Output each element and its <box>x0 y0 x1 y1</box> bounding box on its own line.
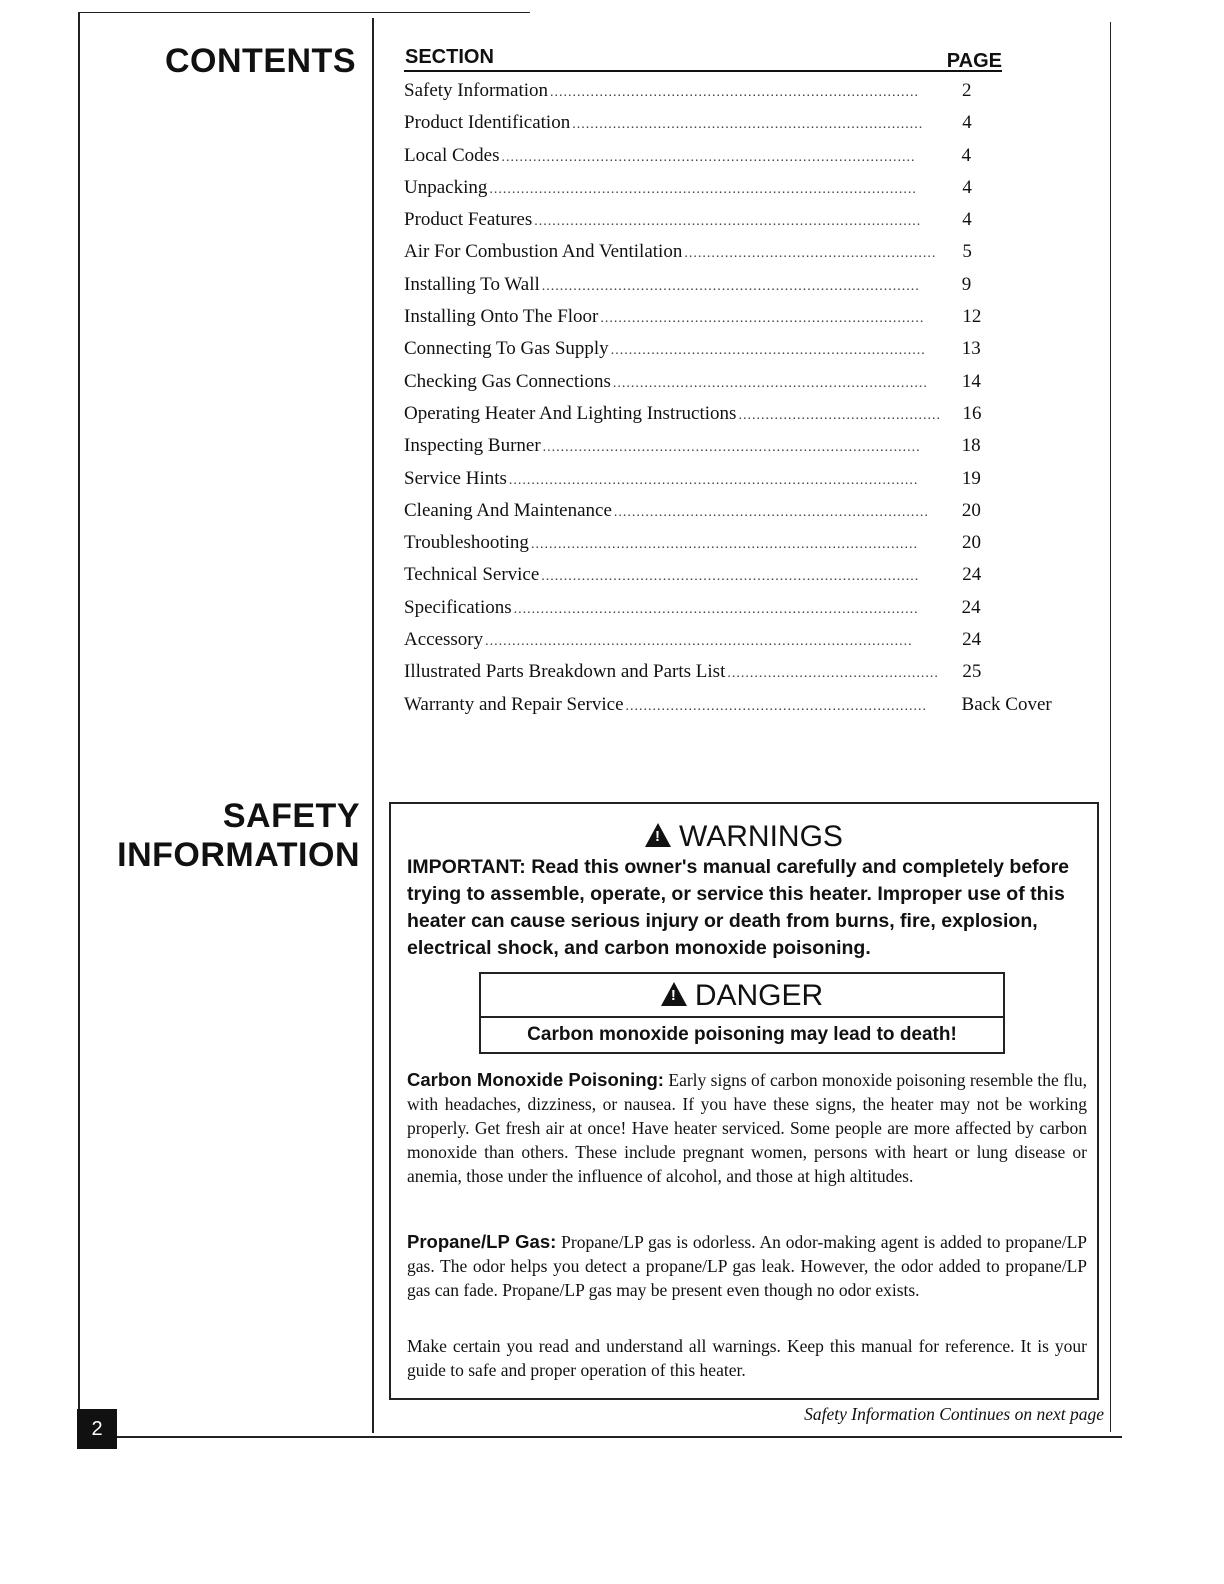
toc-entry-page: 4 <box>962 176 972 198</box>
bottom-rule <box>80 1436 1122 1438</box>
column-divider <box>372 18 374 1433</box>
toc-leader-dots: ...................................................................... <box>610 343 926 359</box>
toc-entry-title: Technical Service <box>404 564 540 586</box>
toc-entry-title: Product Features <box>404 209 533 231</box>
toc-entry-title: Installing Onto The Floor <box>404 306 599 328</box>
toc-leader-dots: .................................................................................... <box>541 569 920 585</box>
toc-entry-page: 4 <box>962 112 972 134</box>
toc-entry-page: 9 <box>961 273 972 295</box>
toc-entry[interactable] <box>404 401 1068 433</box>
toc-page-label: PAGE <box>946 50 1002 72</box>
toc-entry[interactable] <box>404 466 1068 498</box>
toc-entry-page: 24 <box>962 564 982 586</box>
toc-entry[interactable] <box>404 304 1068 336</box>
toc-leader-dots: .............................................................................. <box>572 117 924 133</box>
warnings-title: WARNINGS <box>679 820 843 853</box>
toc-leader-dots: .................................................................................. <box>550 85 920 100</box>
left-margin-rule <box>78 12 80 1437</box>
toc-entry[interactable] <box>404 498 1068 530</box>
toc-entry-title: Safety Information <box>404 80 549 101</box>
propane-text: Propane/LP gas is odorless. An odor-making agent is added to propane/LP gas. The odor helps you detect a propane/LP gas leak. However, the odor added to propane/LP gas can fade. Propane/LP gas may be present even though no odor exists. <box>407 1232 1087 1300</box>
toc-entry[interactable] <box>404 78 1068 110</box>
toc-entry-page: 18 <box>961 435 981 457</box>
toc-entry-title: Installing To Wall <box>404 273 540 295</box>
toc-entry-title: Inspecting Burner <box>404 435 541 457</box>
toc-entry[interactable] <box>404 595 1068 627</box>
toc-entry-title: Air For Combustion And Ventilation <box>404 241 683 263</box>
toc-entry-page: Back Cover <box>961 693 1052 715</box>
warnings-box <box>389 802 1099 1400</box>
toc-section-label: SECTION <box>405 46 494 68</box>
toc-entry-title: Specifications <box>404 596 512 618</box>
toc-entry-title: Accessory <box>404 629 484 651</box>
toc-entry[interactable] <box>404 659 1068 691</box>
toc-leader-dots: .................................................................................... <box>542 440 921 456</box>
toc-header <box>404 44 1002 72</box>
right-margin-rule <box>1110 22 1111 1432</box>
toc-entry-title: Checking Gas Connections <box>404 370 611 392</box>
toc-leader-dots: .......................................................................................... <box>513 601 919 617</box>
toc-entry-page: 4 <box>961 144 972 166</box>
toc-entry-title: Warranty and Repair Service <box>404 693 624 715</box>
toc-entry-page: 12 <box>962 306 982 328</box>
continues-note: Safety Information Continues on next page <box>804 1404 1104 1424</box>
toc-leader-dots: .................................................................................... <box>541 278 920 294</box>
toc-leader-dots: ...................................................................................... <box>530 537 918 553</box>
toc-entry[interactable] <box>404 369 1068 401</box>
toc-entry-page: 20 <box>961 499 981 521</box>
toc-entry-title: Service Hints <box>404 467 507 489</box>
toc-leader-dots: ........................................................................ <box>600 311 925 327</box>
toc-entry-page: 24 <box>961 596 981 618</box>
toc-entry-title: Cleaning And Maintenance <box>404 499 612 521</box>
toc-entry[interactable] <box>404 207 1068 239</box>
top-rule <box>80 12 530 13</box>
toc-entry-page: 13 <box>961 338 981 360</box>
toc-entry-title: Operating Heater And Lighting Instructions <box>404 402 737 424</box>
toc-entry[interactable] <box>404 336 1068 368</box>
warning-triangle-icon <box>661 982 687 1006</box>
toc-entry-page: 19 <box>961 467 981 489</box>
danger-box <box>479 972 1005 1054</box>
danger-title: DANGER <box>694 979 824 1012</box>
closing-paragraph: Make certain you read and understand all warnings. Keep this manual for reference. It is your guide to safe and proper operation of this heater. <box>407 1336 1087 1380</box>
co-poisoning-text: Early signs of carbon monoxide poisoning resemble the flu, with headaches, dizziness, or nausea. If you have these signs, the heater may not be working properly. Get fresh air at once! Have heater serviced. Some people are more affected by carbon monoxide than others. These include pregnant women, persons with heart or lung disease or anemia, those under the influence of alcohol, and those at high altitudes. <box>407 1070 1088 1186</box>
contents-heading: CONTENTS <box>165 42 356 80</box>
toc-entry[interactable] <box>404 627 1068 659</box>
toc-entry-page: 16 <box>962 402 982 424</box>
toc-entry-page: 24 <box>962 629 982 651</box>
propane-paragraph <box>407 1230 1087 1302</box>
important-notice: IMPORTANT: Read this owner's manual carefully and completely before trying to assemble, operate, or service this heater. Improper use of this heater can cause serious injury or death from burns, fire, explosion, electrical shock, and carbon monoxide poisoning. <box>407 856 1070 959</box>
toc-leader-dots: ...................................................................... <box>613 504 929 520</box>
toc-leader-dots: ............................................. <box>738 407 941 423</box>
co-poisoning-lead: Carbon Monoxide Poisoning: <box>407 1069 664 1090</box>
toc-entry-title: Product Identification <box>404 112 571 134</box>
propane-lead: Propane/LP Gas: <box>407 1231 557 1252</box>
toc-entry-page: 2 <box>962 80 972 101</box>
co-poisoning-paragraph <box>407 1068 1087 1188</box>
toc-entry[interactable] <box>404 562 1068 594</box>
toc-leader-dots: ............................................................................................ <box>501 149 916 165</box>
toc-leader-dots: ............................................... <box>727 666 939 682</box>
toc-entry[interactable] <box>404 433 1068 465</box>
toc-entry-title: Local Codes <box>404 144 500 166</box>
toc-entry[interactable] <box>404 530 1068 562</box>
table-of-contents <box>404 78 1068 724</box>
toc-entry-page: 4 <box>962 209 972 231</box>
toc-entry-page: 20 <box>961 532 981 554</box>
toc-entry-page: 25 <box>962 661 982 683</box>
toc-leader-dots: ...................................................................................... <box>534 214 922 230</box>
toc-entry[interactable] <box>404 175 1068 207</box>
toc-entry-title: Troubleshooting <box>404 532 529 554</box>
toc-entry-title: Connecting To Gas Supply <box>404 338 609 360</box>
toc-leader-dots: ........................................................................................... <box>508 472 919 488</box>
safety-information-heading <box>117 798 360 873</box>
safety-heading-line-2: INFORMATION <box>117 836 360 874</box>
toc-entry[interactable] <box>404 692 1068 724</box>
toc-entry[interactable] <box>404 272 1068 304</box>
toc-entry-page: 14 <box>961 370 981 392</box>
safety-heading-line-1: SAFETY <box>222 797 360 835</box>
toc-entry[interactable] <box>404 110 1068 142</box>
toc-leader-dots: ............................................................................................... <box>489 181 917 197</box>
toc-entry[interactable] <box>404 143 1068 175</box>
danger-message: Carbon monoxide poisoning may lead to death! <box>527 1024 957 1045</box>
toc-entry-page: 5 <box>962 241 972 263</box>
danger-heading <box>481 974 1003 1018</box>
toc-entry-title: Unpacking <box>404 176 488 198</box>
toc-leader-dots: ...................................................................... <box>612 375 928 391</box>
page-number: 2 <box>77 1409 117 1449</box>
warnings-heading <box>391 820 1097 854</box>
toc-leader-dots: ................................................................... <box>625 698 928 714</box>
toc-entry[interactable] <box>404 239 1068 271</box>
warning-triangle-icon <box>645 823 671 847</box>
toc-leader-dots: ............................................................................................... <box>485 634 913 650</box>
toc-leader-dots: ........................................................ <box>684 246 937 262</box>
toc-entry-title: Illustrated Parts Breakdown and Parts List <box>404 661 726 683</box>
